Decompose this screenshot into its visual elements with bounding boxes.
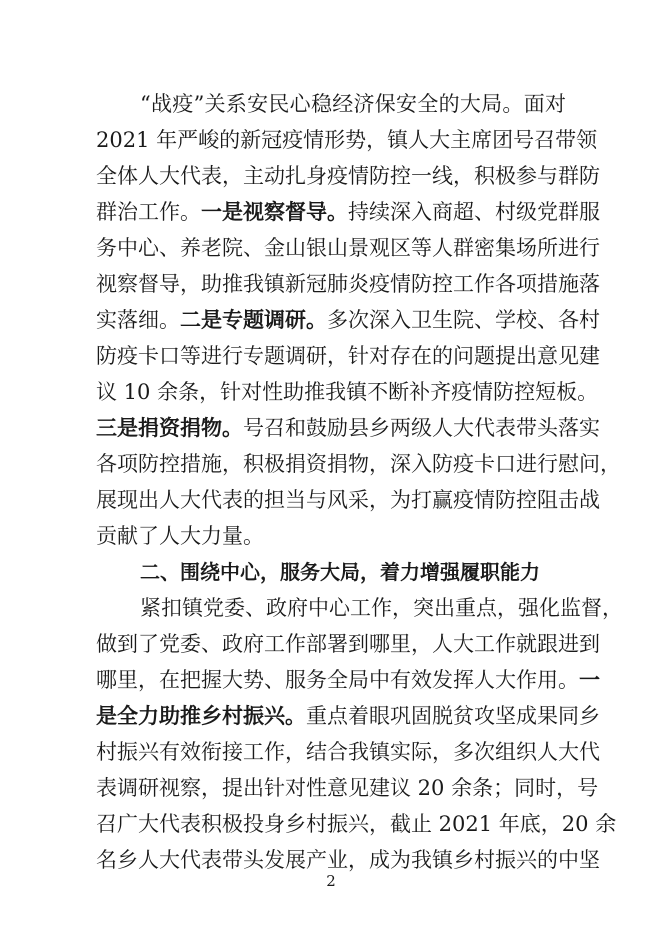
text-run: 展现出人大代表的担当与风采，为打赢疫情防控阻击战: [96, 488, 600, 512]
body-text: [96, 86, 623, 878]
paragraph-line: [96, 122, 598, 158]
bold-run: 一是视察督导。: [201, 200, 348, 224]
paragraph-line: [96, 86, 566, 122]
text-run: 紧扣镇党委、政府中心工作，突出重点，强化监督，: [140, 596, 623, 620]
paragraph-line: [96, 374, 599, 410]
paragraph-line: [96, 770, 599, 806]
text-run: 村振兴有效衔接工作，结合我镇实际，多次组织人大代: [96, 740, 600, 764]
paragraph-line: [96, 158, 600, 194]
bold-run: 三是捐资捐物。: [96, 416, 243, 440]
text-run: 二、围绕中心，服务大局，着力增强履职能力: [140, 560, 540, 584]
text-run: 表调研视察，提出针对性意见建议 20 余条；同时，号: [96, 776, 599, 800]
paragraph-line: [96, 482, 600, 518]
section-heading: [96, 554, 566, 590]
text-run: “战疫”关系安民心稳经济保安全的大局。面对: [140, 92, 566, 116]
bold-run: 二是专题调研。: [180, 308, 327, 332]
paragraph-line: [96, 518, 566, 554]
text-run: 持续深入商超、村级党群服: [348, 200, 600, 224]
text-run: 各项防控措施，积极捐资捐物，深入防疫卡口进行慰问，: [96, 452, 621, 476]
text-run: 议 10 余条，针对性助推我镇不断补齐疫情防控短板。: [96, 380, 599, 404]
paragraph-line: [96, 626, 600, 662]
text-run: 哪里，在把握大势、服务全局中有效发挥人大作用。: [96, 668, 579, 692]
paragraph-line: [96, 662, 600, 698]
text-run: 贡献了人大力量。: [96, 524, 264, 548]
bold-run: 一: [579, 668, 600, 692]
paragraph-line: [96, 302, 600, 338]
paragraph-line: [96, 590, 623, 626]
paragraph-line: [96, 194, 600, 230]
text-run: 群治工作。: [96, 200, 201, 224]
text-run: 防疫卡口等进行专题调研，针对存在的问题提出意见建: [96, 344, 600, 368]
paragraph-line: [96, 410, 600, 446]
text-run: 名乡人大代表带头发展产业，成为我镇乡村振兴的中坚: [96, 848, 600, 872]
paragraph-line: [96, 338, 600, 374]
text-run: 视察督导，助推我镇新冠肺炎疫情防控工作各项措施落: [96, 272, 600, 296]
paragraph-line: [96, 446, 621, 482]
text-run: 务中心、养老院、金山银山景观区等人群密集场所进行: [96, 236, 600, 260]
text-run: 重点着眼巩固脱贫攻坚成果同乡: [306, 704, 600, 728]
text-run: 召广大代表积极投身乡村振兴，截止 2021 年底，20 余: [96, 812, 617, 836]
text-run: 做到了党委、政府工作部署到哪里，人大工作就跟进到: [96, 632, 600, 656]
paragraph-line: [96, 734, 600, 770]
page-number: 2: [326, 872, 336, 890]
text-run: 全体人大代表，主动扎身疫情防控一线，积极参与群防: [96, 164, 600, 188]
text-run: 号召和鼓励县乡两级人大代表带头落实: [243, 416, 600, 440]
paragraph-line: [96, 806, 617, 842]
paragraph-line: [96, 266, 600, 302]
bold-run: 是全力助推乡村振兴。: [96, 704, 306, 728]
text-run: 实落细。: [96, 308, 180, 332]
paragraph-line: [96, 230, 600, 266]
text-run: 多次深入卫生院、学校、各村: [327, 308, 600, 332]
paragraph-line: [96, 698, 600, 734]
text-run: 2021 年严峻的新冠疫情形势，镇人大主席团号召带领: [96, 128, 598, 152]
